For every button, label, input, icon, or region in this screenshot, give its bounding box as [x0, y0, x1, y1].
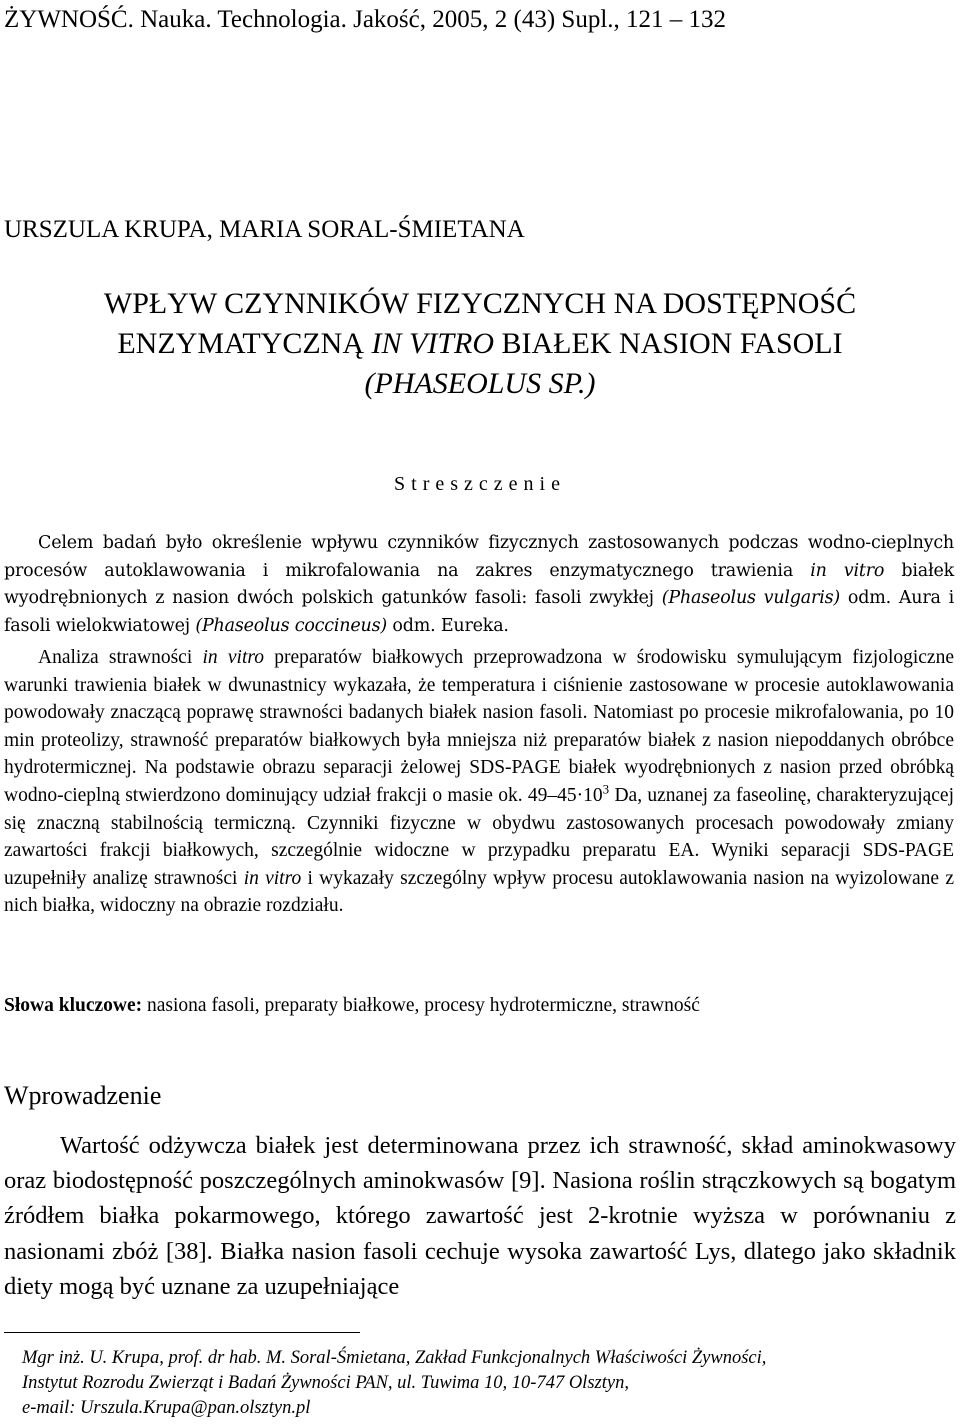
abstract-p2-superscript: 3 — [602, 781, 610, 797]
footnote-divider — [4, 1332, 360, 1333]
abstract-p1-text-d: odm. Eureka. — [387, 615, 509, 636]
title-line-2 — [0, 324, 960, 364]
abstract-p1-italic-3: (Phaseolus coccineus) — [195, 615, 387, 636]
author-footnote — [22, 1346, 942, 1420]
abstract-p2-text-a: Analiza strawności — [38, 647, 203, 668]
abstract-p1-italic-1: in vitro — [810, 560, 885, 581]
title-line-2-italic: IN VITRO — [371, 327, 495, 360]
abstract-p1-text-c: odm. Aura i fasoli wielokwiatowej — [4, 588, 954, 636]
section-heading-introduction: Wprowadzenie — [4, 1081, 162, 1110]
abstract-p1-text-b: białek wyodrębnionych z nasion dwóch polskich gatunków fasoli: fasoli zwykłej — [4, 560, 955, 609]
keywords-label: Słowa kluczowe: — [4, 995, 143, 1016]
keywords — [4, 992, 700, 1020]
abstract-p2-text-b: preparatów białkowych przeprowadzona w środowisku symulującym fizjologiczne warunki trawienia białek w dwunastnicy wykazała, że temperatura i ciśnienie zastosowane w procesie autoklawowania powodowały znaczącą poprawę strawności badanych białek nasion fasoli. Natomiast po procesie mikrofalowania, po 10 min proteolizy, strawność preparatów białkowych była mniejsza niż preparatów białek z nasion niepoddanych obróbce hydrotermicznej. Na podstawie obrazu separacji żelowej SDS-PAGE białek wyodrębnionych z nasion przed obróbką wodno-cieplną stwierdzono dominujący udział frakcji o masie ok. 49–45·10 — [4, 647, 954, 806]
abstract-p2-italic-1: in vitro — [202, 647, 265, 668]
title-line-2-end: BIAŁEK NASION FASOLI — [494, 327, 843, 360]
footnote-line-2: Instytut Rozrodu Zwierząt i Badań Żywności PAN, ul. Tuwima 10, 10-747 Olsztyn, — [22, 1372, 629, 1393]
authors: URSZULA KRUPA, MARIA SORAL-ŚMIETANA — [4, 216, 525, 243]
journal-header: ŻYWNOŚĆ. Nauka. Technologia. Jakość, 2005, 2 (43) Supl., 121 – 132 — [4, 6, 727, 33]
abstract-heading: Streszczenie — [394, 473, 566, 495]
footnote-email: e-mail: Urszula.Krupa@pan.olsztyn.pl — [22, 1397, 311, 1418]
abstract-paragraph-1 — [4, 530, 954, 640]
introduction-body — [4, 1128, 956, 1304]
abstract-p1-italic-2: (Phaseolus vulgaris) — [661, 588, 841, 609]
title-line-2-start: ENZYMATYCZNĄ — [117, 327, 372, 360]
footnote-line-1: Mgr inż. U. Krupa, prof. dr hab. M. Soral-Śmietana, Zakład Funkcjonalnych Właściwości Żywności, — [22, 1348, 767, 1368]
abstract-paragraph-2 — [4, 644, 954, 920]
introduction-paragraph: Wartość odżywcza białek jest determinowana przez ich strawność, skład aminokwasowy oraz biodostępność poszczególnych aminokwasów [9]. Nasiona roślin strączkowych są bogatym źródłem białka pokarmowego, którego zawartość jest 2-krotnie wyższa w porównaniu z nasionami zbóż [38]. Białka nasion fasoli cechuje wysoka zawartość Lys, dlatego jako składnik diety mogą być uznane za uzupełniające — [4, 1132, 956, 1300]
abstract-p2-text-c: Da, uznanej za faseolinę, charakteryzującej się znaczną stabilnością termiczną. Czynniki fizyczne w obydwu zastosowanych procesach powodowały zmiany zawartości frakcji białkowych, szczególnie widoczne w przypadku preparatu EA. Wyniki separacji SDS-PAGE uzupełniły analizę strawności — [4, 784, 954, 889]
keywords-text: nasiona fasoli, preparaty białkowe, procesy hydrotermiczne, strawność — [142, 995, 700, 1016]
title-line-3: (PHASEOLUS SP.) — [364, 367, 596, 400]
abstract-p2-italic-2: in vitro — [243, 867, 302, 889]
title-line-1: WPŁYW CZYNNIKÓW FIZYCZNYCH NA DOSTĘPNOŚĆ — [103, 287, 857, 320]
abstract-p2-text-d: i wykazały szczególny wpływ procesu autoklawowania nasion na wyizolowane z nich białka, widoczny na obrazie rozdziału. — [4, 867, 954, 917]
abstract-p1-text-a: Celem badań było określenie wpływu czynników fizycznych zastosowanych podczas wodno-cieplnych procesów autoklawowania i mikrofalowania na zakres enzymatycznego trawienia — [4, 533, 954, 581]
article-title — [0, 284, 960, 404]
